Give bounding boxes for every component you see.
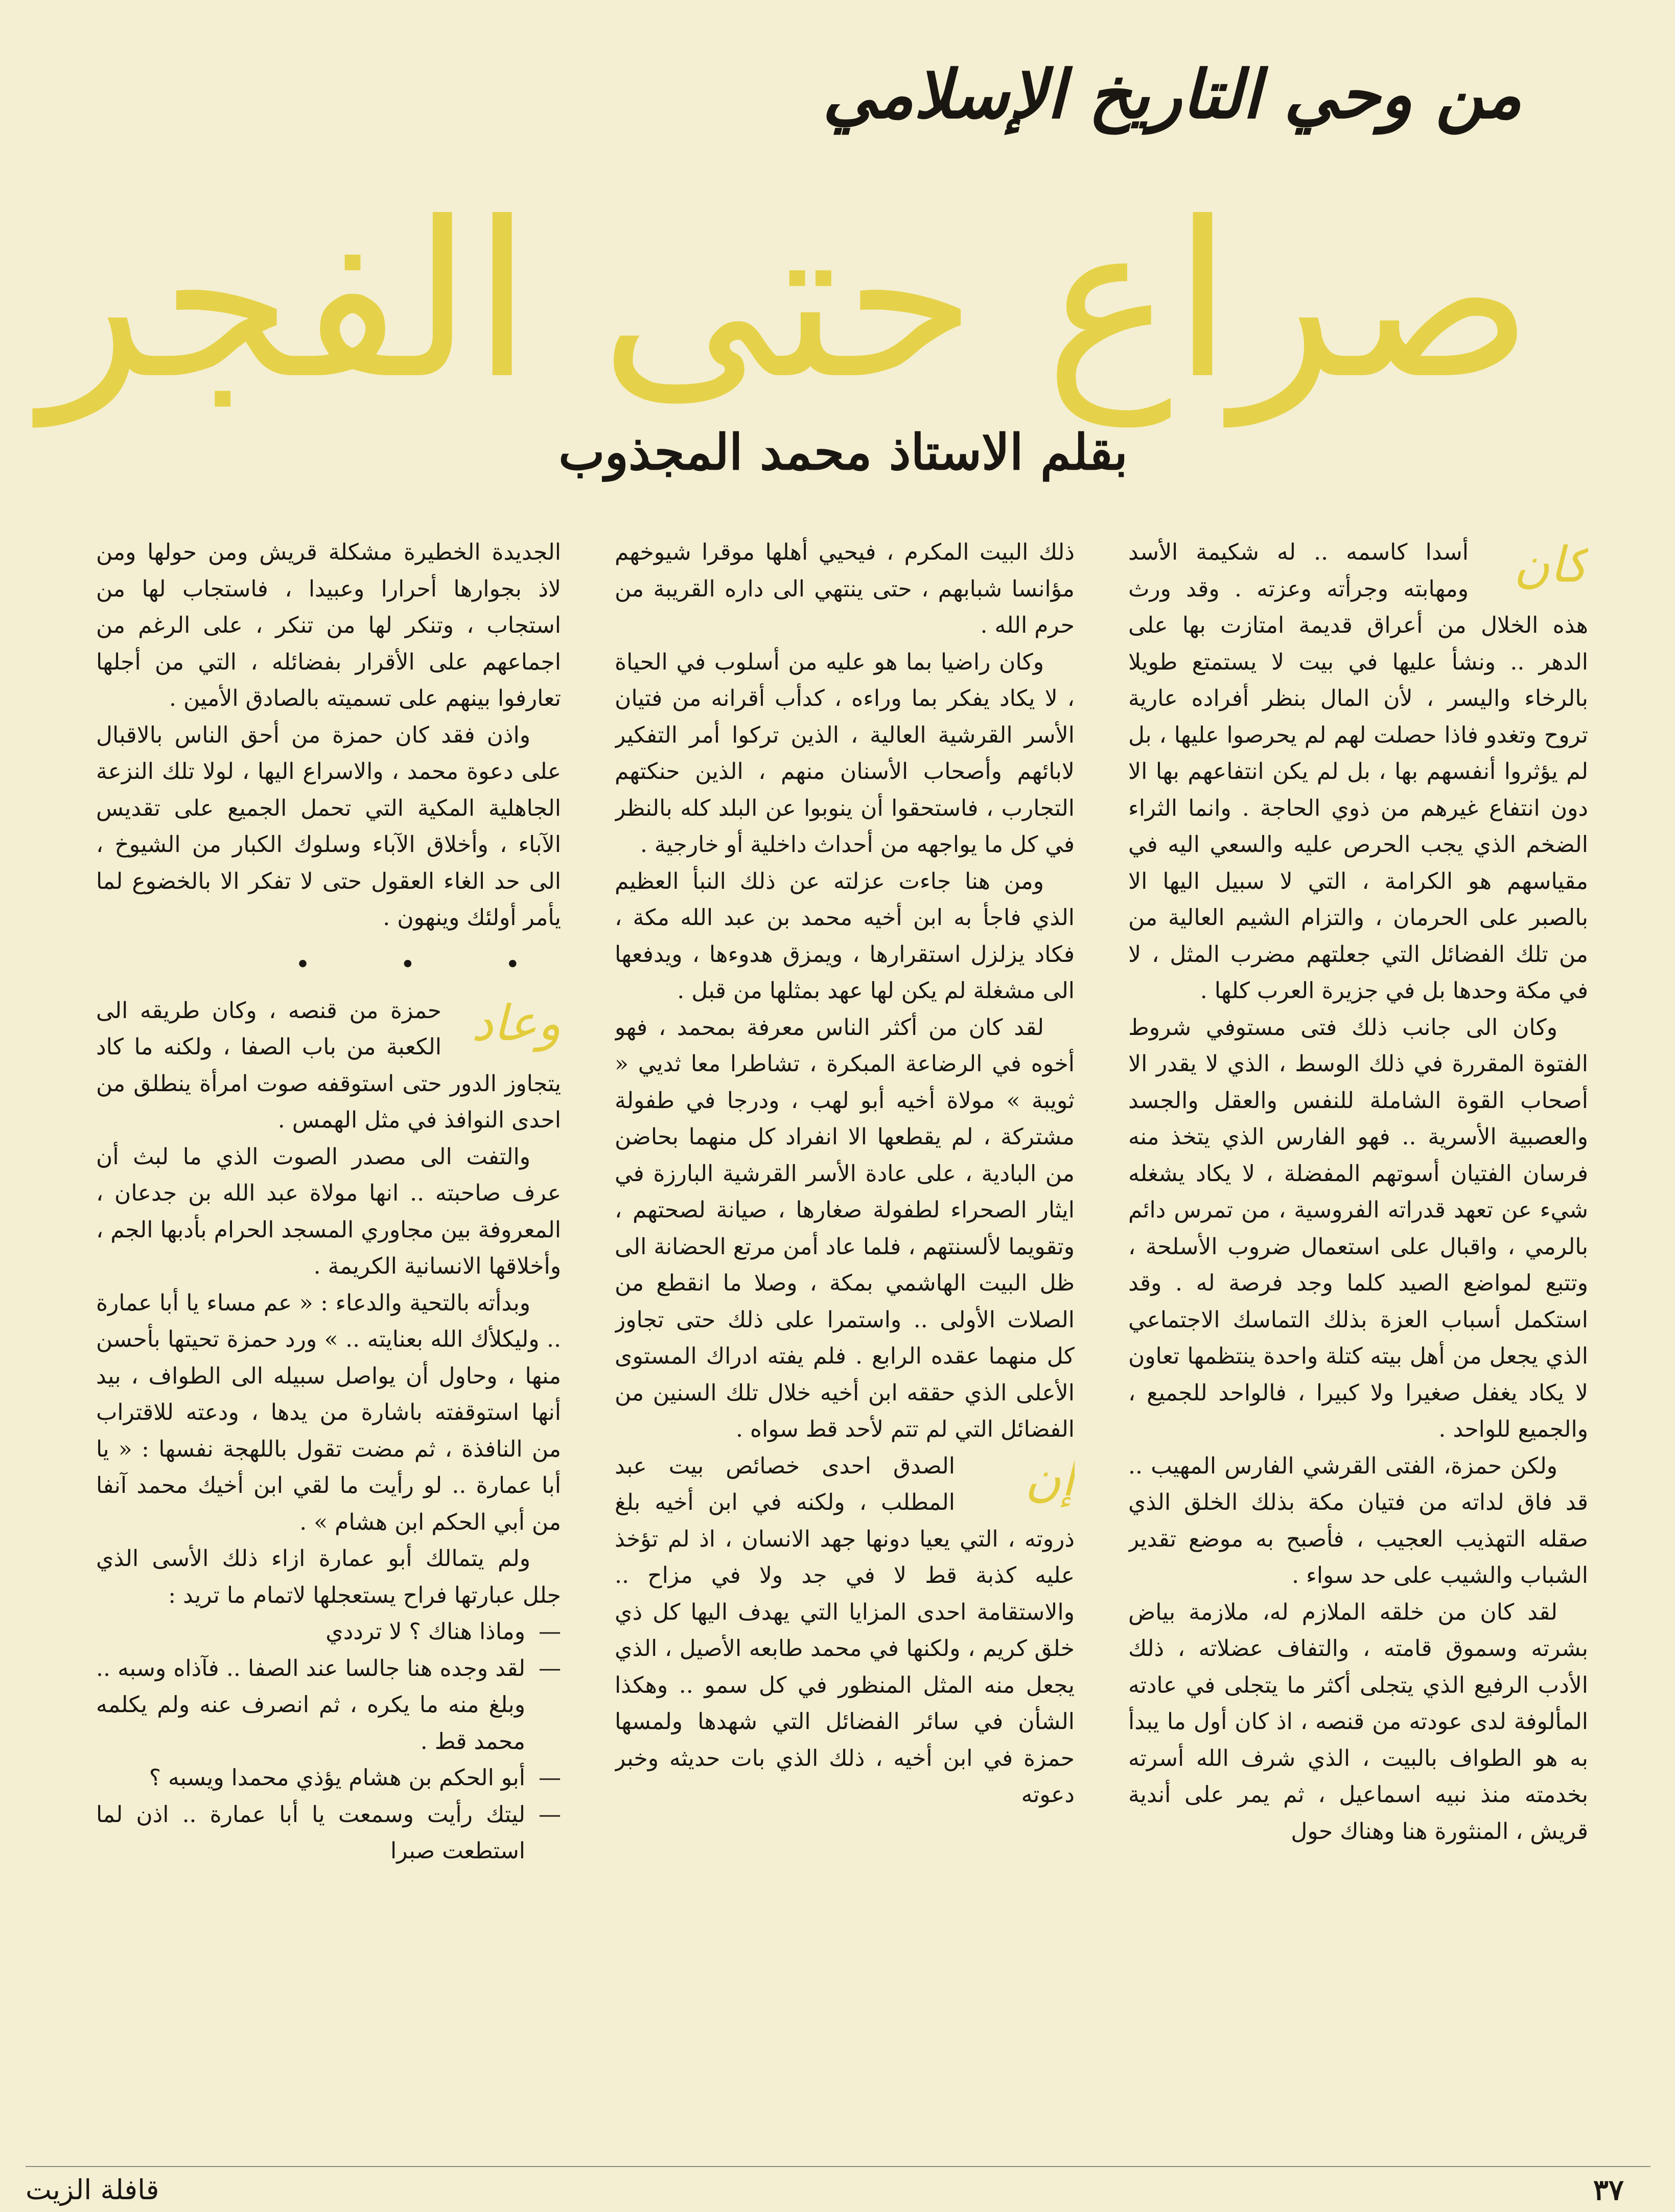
section-kicker: من وحي التاريخ الإسلامي [822, 55, 1522, 133]
article-headline: صراع حتى الفجر [41, 176, 1533, 426]
dialogue-line: — أبو الحكم بن هشام يؤذي محمدا ويسبه ؟ [96, 1760, 561, 1796]
drop-cap-word: كان [1514, 536, 1588, 593]
paragraph: ولكن حمزة، الفتى القرشي الفارس المهيب .. قد فاق لداته من فتيان مكة بذلك الخلق الذي صقله التهذيب العجيب ، فأصبح به موضع تقدير الشباب والشيب على حد سواء . [1128, 1453, 1588, 1588]
paragraph: وكان الى جانب ذلك فتى مستوفي شروط الفتوة المقررة في ذلك الوسط ، الذي لا يقدر الا أصحاب القوة الشاملة للنفس والعقل والجسد والعصبية الأسرية .. فهو الفارس الذي يتخذ منه فرسان الفتيان أسوتهم المفضلة ، لا يكاد يشغله شيء عن تعهد قدراته الفروسية ، من تمرس دائم بالرمي ، واقبال على استعمال ضروب الأسلحة ، وتتبع لمواضع الصيد كلما وجد فرصة له . وقد استكمل أسباب العزة بذلك التماسك الاجتماعي الذي يجعل من أهل بيته كتلة واحدة ينتظمها تعاون لا يكاد يغفل صغيرا ولا كبيرا ، فالواحد للجميع ، والجميع للواحد . [1128, 1014, 1588, 1442]
magazine-name: قافلة الزيت [26, 2174, 159, 2206]
drop-cap-word: وعاد [471, 994, 561, 1052]
dialogue-line: — لقد وجده هنا جالسا عند الصفا .. فآذاه وسبه .. وبلغ منه ما يكره ، ثم انصرف عنه ولم يكلمه محمد قط . [96, 1650, 561, 1760]
text-column-left [96, 534, 561, 2144]
text-column-right [1128, 534, 1588, 2144]
paragraph: ذلك البيت المكرم ، فيحيي أهلها موقرا شيوخهم مؤانسا شبابهم ، حتى ينتهي الى داره القريبة من حرم الله . [615, 539, 1075, 638]
text-column-middle [615, 534, 1075, 2144]
paragraph: واذن فقد كان حمزة من أحق الناس بالاقبال على دعوة محمد ، والاسراع اليها ، لولا تلك النزعة الجاهلية المكية التي تحمل الجميع على تقديس الآباء ، وأخلاق الآباء وسلوك الكبار من الشيوخ ، الى حد الغاء العقول حتى لا تفكر الا بالخضوع لما يأمر أولئك وينهون . [96, 722, 561, 931]
paragraph: الصدق احدى خصائص بيت عبد المطلب ، ولكنه في ابن أخيه بلغ ذروته ، التي يعيا دونها جهد الانسان ، اذ لم تؤخذ عليه كذبة قط لا في جد ولا في مزاح .. والاستقامة احدى المزايا التي يهدف اليها كل ذي خلق كريم ، ولكنها في محمد طابعه الأصيل ، الذي يجعل منه المثل المنظور في كل سمو .. وهكذا الشأن في سائر الفضائل التي شهدها ولمسها حمزة في ابن أخيه ، ذلك الذي بات حديثه وخبر دعوته [615, 1453, 1075, 1808]
paragraph: حمزة من قنصه ، وكان طريقه الى الكعبة من باب الصفا ، ولكنه ما كاد يتجاوز الدور حتى استوقفه صوت امرأة ينطلق من احدى النوافذ في مثل الهمس . [96, 997, 561, 1133]
dialogue-line: — وماذا هناك ؟ لا ترددي [96, 1614, 561, 1650]
section-separator: • • • [295, 949, 561, 979]
page-number: ٣٧ [1593, 2173, 1624, 2207]
paragraph: لقد كان من خلقه الملازم له، ملازمة بياض بشرته وسموق قامته ، والتفاف عضلاته ، ذلك الأدب الرفيع الذي يتجلى أكثر ما يتجلى في عادته المألوفة لدى عودته من قنصه ، اذ كان أول ما يبدأ به هو الطواف بالبيت ، الذي شرف الله أسرته بخدمته منذ نبيه اسماعيل ، ثم يمر على أندية قريش ، المنثورة هنا وهناك حول [1128, 1599, 1588, 1845]
footer-divider [26, 2166, 1650, 2167]
dialogue-line: — ليتك رأيت وسمعت يا أبا عمارة .. اذن لما استطعت صبرا [96, 1796, 561, 1870]
paragraph: لقد كان من أكثر الناس معرفة بمحمد ، فهو أخوه في الرضاعة المبكرة ، تشاطرا معا ثديي « ثويبة » مولاة أخيه أبو لهب ، ودرجا في طفولة مشتركة ، لم يقطعها الا انفراد كل منهما بحاضن من البادية ، على عادة الأسر القرشية البارزة في ايثار الصحراء لطفولة صغارها ، صيانة لصحتهم ، وتقويما لألسنتهم ، فلما عاد أمن مرتع الحضانة الى ظل البيت الهاشمي بمكة ، وصلا ما انقطع من الصلات الأولى .. واستمرا على ذلك حتى تجاوز كل منهما عقده الرابع . فلم يفته ادراك المستوى الأعلى الذي حققه ابن أخيه خلال تلك السنين من الفضائل التي لم تتم لأحد قط سواه . [615, 1014, 1075, 1442]
drop-cap-word: إن [1025, 1449, 1075, 1507]
paragraph: ولم يتمالك أبو عمارة ازاء ذلك الأسى الذي جلل عبارتها فراح يستعجلها لاتمام ما تريد : [96, 1546, 561, 1608]
paragraph: ومن هنا جاءت عزلته عن ذلك النبأ العظيم الذي فاجأ به ابن أخيه محمد بن عبد الله مكة ، فكاد يزلزل استقرارها ، ويمزق هدوءها ، ويدفعها الى مشغلة لم يكن لها عهد بمثلها من قبل . [615, 868, 1075, 1004]
paragraph: الجديدة الخطيرة مشكلة قريش ومن حولها ومن لاذ بجوارها أحرارا وعبيدا ، فاستجاب لها من استجاب ، وتنكر لها من تنكر ، على الرغم من اجماعهم على الأقرار بفضائله ، التي من أجلها تعارفوا بينهم على تسميته بالصادق الأمين . [96, 539, 561, 711]
paragraph: أسدا كاسمه .. له شكيمة الأسد ومهابته وجرأته وعزته . وقد ورث هذه الخلال من أعراق قديمة امتازت بها على الدهر .. ونشأ عليها في بيت لا يستمتع طويلا بالرخاء واليسر ، لأن المال بنظر أفراده عارية تروح وتغدو فاذا حصلت لهم لم يحرصوا عليها ، بل لم يؤثروا أنفسهم بها ، بل لم يكن انتفاعهم بها الا دون انتفاع غيرهم من ذوي الحاجة . وانما الثراء الضخم الذي يجب الحرص عليه والسعي اليه في مقياسهم هو الكرامة ، التي لا سبيل اليها الا بالصبر على الحرمان ، والتزام الشيم العالية من من تلك الفضائل التي جعلتهم مضرب المثل ، لا في مكة وحدها بل في جزيرة العرب كلها . [1128, 539, 1588, 1004]
paragraph: وكان راضيا بما هو عليه من أسلوب في الحياة ، لا يكاد يفكر بما وراءه ، كدأب أقرانه من فتيان الأسر القرشية العالية ، الذين تركوا أمر التفكير لابائهم وأصحاب الأسنان منهم ، الذين حنكتهم التجارب ، فاستحقوا أن ينوبوا عن البلد كله بالنظر في كل ما يواجهه من أحداث داخلية أو خارجية . [615, 649, 1075, 858]
paragraph: والتفت الى مصدر الصوت الذي ما لبث أن عرف صاحبته .. انها مولاة عبد الله بن جدعان ، المعروفة بين مجاوري المسجد الحرام بأدبها الجم ، وأخلاقها الانسانية الكريمة . [96, 1143, 561, 1279]
article-byline: بقلم الاستاذ محمد المجذوب [559, 423, 1128, 481]
paragraph: وبدأته بالتحية والدعاء : « عم مساء يا أبا عمارة .. وليكلأك الله بعنايته .. » ورد حمزة تحيتها بأحسن منها ، وحاول أن يواصل سبيله الى الطواف ، بيد أنها استوقفته باشارة من يدها ، ودعته للاقتراب من النافذة ، ثم مضت تقول باللهجة نفسها : « يا أبا عمارة .. لو رأيت ما لقي ابن أخيك محمد آنفا من أبي الحكم ابن هشام » . [96, 1289, 561, 1535]
